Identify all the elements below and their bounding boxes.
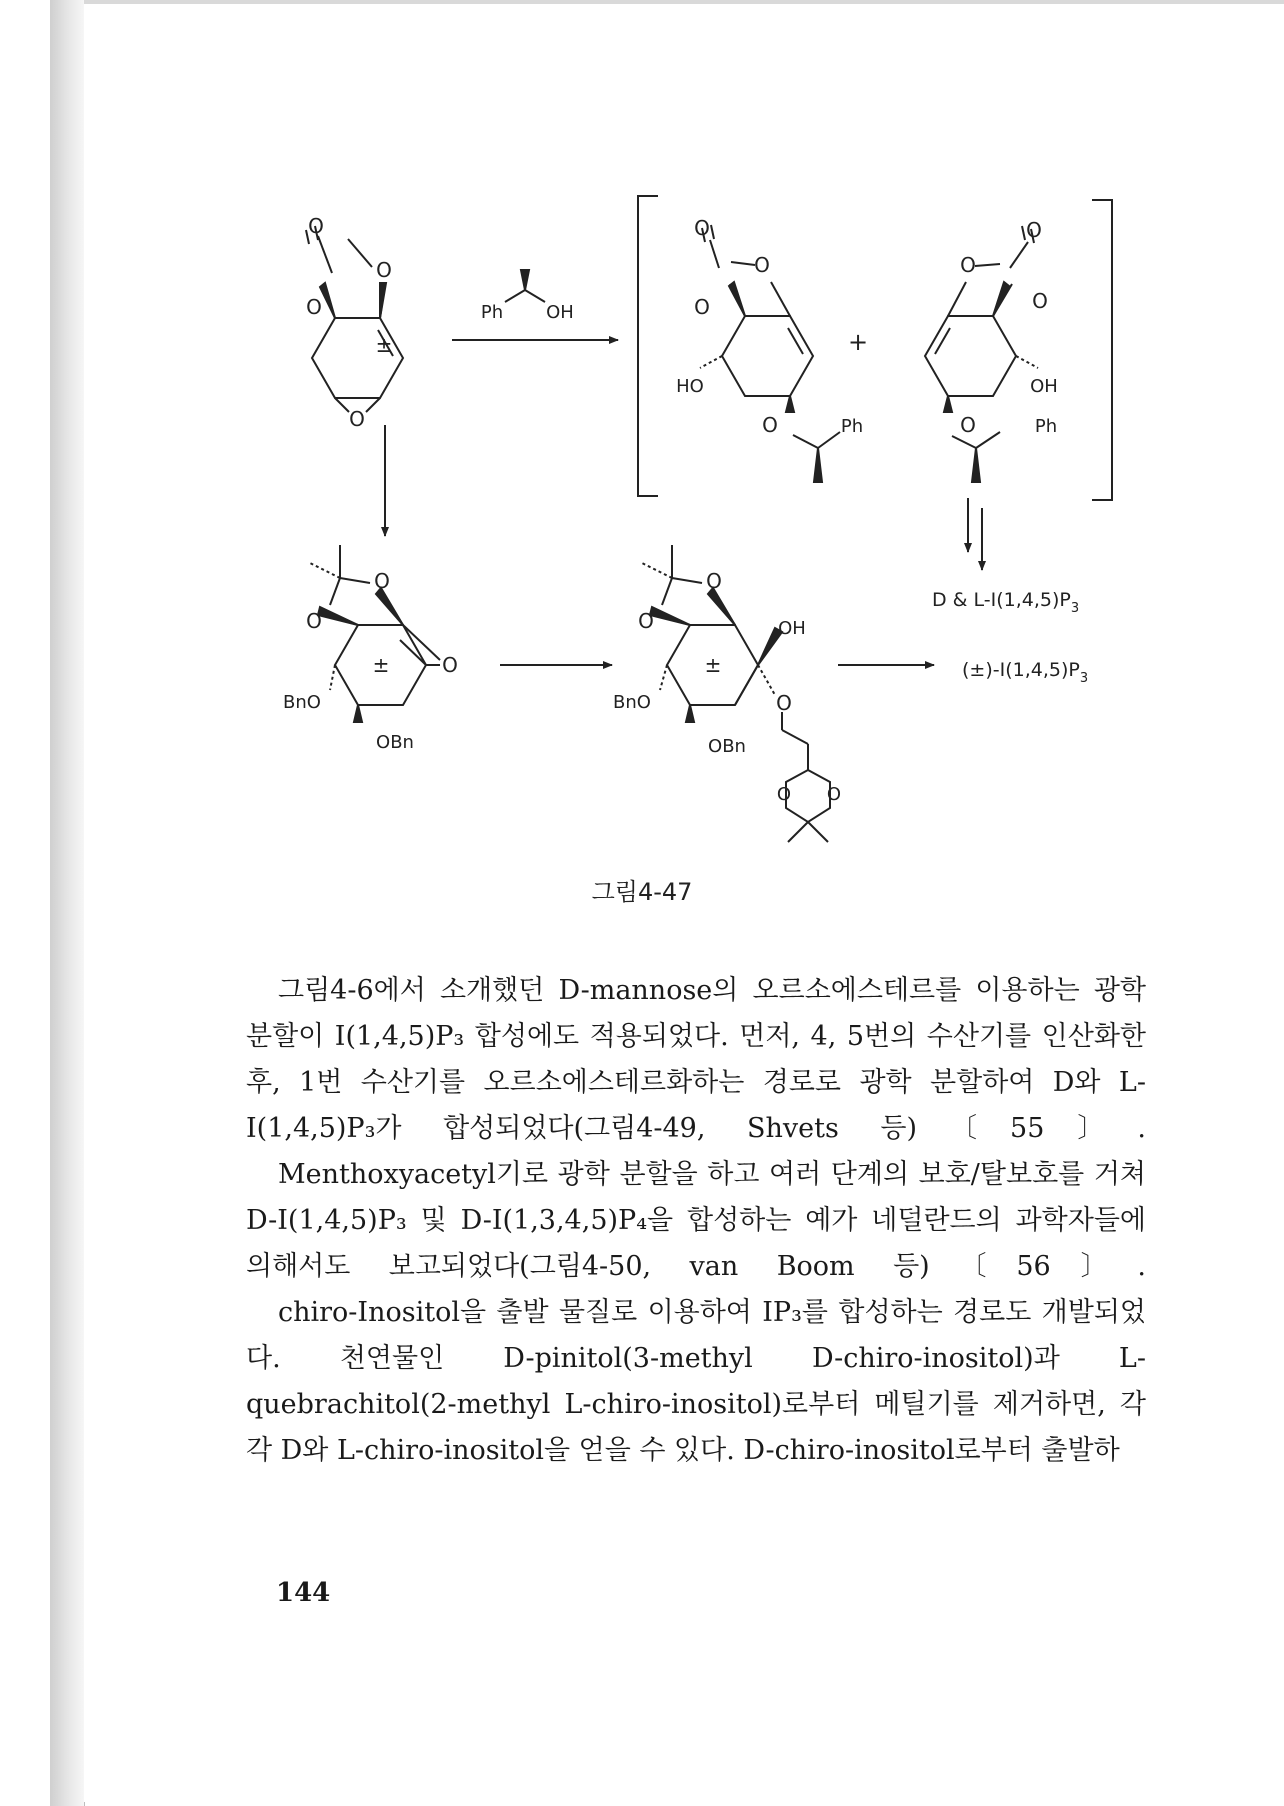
reagent-oh: OH <box>546 302 574 323</box>
atom-label: O <box>776 691 792 715</box>
atom-label: ± <box>704 653 722 677</box>
label-part: (±)-I(1,4,5)P <box>962 659 1080 681</box>
atom-label: O <box>442 653 458 677</box>
product-racemic <box>962 659 1088 686</box>
atom-label: OH <box>778 618 806 639</box>
bracket-left <box>638 196 658 496</box>
racemic-symbol: ± <box>375 333 393 357</box>
reaction-scheme <box>0 0 1284 900</box>
structure-intermediate-2 <box>925 226 1038 482</box>
atom-label: ± <box>372 653 390 677</box>
atom-label: O <box>762 413 778 437</box>
paragraph-1: 그림4-6에서 소개했던 D-mannose의 오르소에스테르를 이용하는 광학 분할이 I(1,4,5)P₃ 합성에도 적용되었다. 먼저, 4, 5번의 수산기를 인산화한 후, 1번 수산기를 오르소에스테르화하는 경로로 광학 분할하여 D와 L-I(1,4,5)P₃가 합성되었다(그림4-49, Shvets 등)〔55〕. <box>246 975 1146 1144</box>
atom-label: O <box>306 609 322 633</box>
figure-caption: 그림4-47 <box>591 878 693 906</box>
atom-label: Ph <box>1034 416 1058 437</box>
structure-acetonide-dioxane <box>642 545 830 842</box>
atom-label: O <box>694 216 710 240</box>
atom-label: OBn <box>376 732 414 753</box>
atom-label: O <box>374 569 390 593</box>
atom-label: O <box>826 784 842 805</box>
paragraph-2: Menthoxyacetyl기로 광학 분할을 하고 여러 단계의 보호/탈보호를 거쳐 D-I(1,4,5)P₃ 및 D-I(1,3,4,5)P₄을 합성하는 예가 네덜란드의 과학자들에 의해서도 보고되었다(그림4-50, van Boom 등)〔56〕. <box>246 1159 1146 1282</box>
plus-sign: + <box>847 328 869 356</box>
atom-o: O <box>308 214 324 238</box>
atom-label: HO <box>676 376 704 397</box>
atom-label: O <box>706 569 722 593</box>
atom-label: BnO <box>613 692 651 713</box>
atom-label: O <box>349 407 365 431</box>
structure-epoxy-carbonate <box>306 226 403 412</box>
atom-label: Ph <box>840 416 864 437</box>
atom-label: O <box>694 295 710 319</box>
page-number: 144 <box>276 1578 331 1608</box>
label-part: 3 <box>1070 601 1080 616</box>
label-part: D & L-I(1,4,5)P <box>932 589 1071 611</box>
label-part: 3 <box>1079 671 1089 686</box>
structure-intermediate-1 <box>700 225 840 482</box>
atom-label: O <box>306 295 322 319</box>
atom-label: O <box>754 253 770 277</box>
atom-label: O <box>960 253 976 277</box>
atom-label: O <box>776 784 792 805</box>
atom-label: O <box>376 258 392 282</box>
atom-label: BnO <box>283 692 321 713</box>
paragraph-3: chiro-Inositol을 출발 물질로 이용하여 IP₃를 합성하는 경로도 개발되었다. 천연물인 D-pinitol(3-methyl D-chiro-inositol)과 L-quebrachitol(2-methyl L-chiro-inositol)로부터 메틸기를 제거하면, 각각 D와 L-chiro-inositol을 얻을 수 있다. D-chiro-inositol로부터 출발하 <box>246 1297 1146 1466</box>
body-text <box>246 968 1146 1474</box>
atom-label: OBn <box>708 736 746 757</box>
atom-label: OH <box>1030 376 1058 397</box>
product-d-l <box>932 589 1079 616</box>
atom-label: O <box>1032 289 1048 313</box>
bracket-right <box>1092 200 1112 500</box>
reagent-ph: Ph <box>480 302 504 323</box>
atom-label: O <box>1026 218 1042 242</box>
atom-label: O <box>960 413 976 437</box>
atom-label: O <box>638 609 654 633</box>
